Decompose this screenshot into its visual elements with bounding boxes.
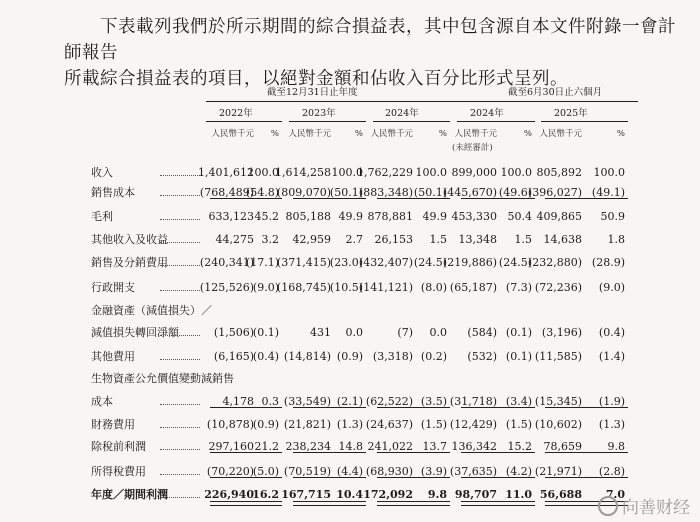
percent-cell: (1.4): [598, 350, 625, 363]
percent-cell: 49.9: [422, 210, 447, 223]
year-rule: [457, 121, 535, 122]
intro-paragraph: [64, 14, 676, 92]
row-label: 金融資產（減值損失）／: [91, 304, 212, 317]
percent-cell: (1.9): [598, 395, 625, 408]
subtotal-rule: [377, 452, 450, 453]
percent-cell: 21.2: [254, 440, 279, 453]
row-label: 除稅前利潤: [91, 440, 146, 453]
total-double-rule: [293, 501, 366, 506]
amount-cell: 297,160: [208, 440, 254, 453]
amount-cell: (37,635): [449, 465, 497, 478]
amount-cell: (240,341): [199, 256, 254, 269]
amount-cell: (396,027): [527, 186, 582, 199]
percent-cell: (7.3): [505, 281, 532, 294]
percent-cell: (50.1): [413, 186, 447, 199]
header-rule-annual: [206, 101, 459, 102]
amount-cell: (584): [467, 326, 497, 339]
row-label: 收入: [91, 166, 113, 179]
pct-header: %: [354, 129, 363, 139]
percent-cell: 10.4: [336, 488, 363, 501]
percent-cell: (49.6): [498, 186, 532, 199]
year-rule: [289, 121, 366, 122]
subtotal-rule: [210, 477, 282, 478]
amount-cell: 1,614,258: [275, 166, 331, 179]
amount-cell: (21,971): [534, 465, 582, 478]
percent-cell: 9.8: [607, 440, 625, 453]
amount-cell: (31,718): [449, 395, 497, 408]
percent-cell: (0.9): [252, 418, 279, 431]
percent-cell: 50.9: [600, 210, 625, 223]
percent-cell: 100.0: [247, 166, 279, 179]
year-rule: [541, 121, 628, 122]
percent-cell: 49.9: [338, 210, 363, 223]
unaudited-note: (未經審計): [452, 143, 493, 153]
subtotal-rule: [293, 198, 366, 199]
subtotal-rule: [461, 407, 535, 408]
subtotal-rule: [210, 407, 282, 408]
percent-cell: 100.0: [500, 166, 532, 179]
amount-cell: (70,220): [206, 465, 254, 478]
percent-cell: (0.4): [252, 350, 279, 363]
amount-cell: (232,880): [527, 256, 582, 269]
amount-cell: (219,886): [442, 256, 497, 269]
watermark-text: 向善财经: [622, 498, 690, 518]
subtotal-rule: [210, 452, 282, 453]
amount-cell: (15,345): [534, 395, 582, 408]
row-label: 銷售成本: [91, 186, 135, 199]
amount-cell: (24,637): [365, 418, 413, 431]
year-rule: [206, 121, 282, 122]
total-double-rule: [210, 501, 282, 506]
subtotal-rule: [545, 407, 628, 408]
percent-cell: (0.4): [598, 326, 625, 339]
year-header: 2024年: [470, 108, 504, 119]
year-rule: [373, 121, 450, 122]
year-header: 2023年: [302, 108, 336, 119]
percent-cell: (28.9): [591, 256, 625, 269]
year-header: 2022年: [219, 108, 253, 119]
unit-header: 人民幣千元: [539, 129, 582, 139]
amount-cell: (10,878): [206, 418, 254, 431]
amount-cell: (21,821): [283, 418, 331, 431]
amount-cell: (6,165): [213, 350, 254, 363]
amount-cell: 56,688: [539, 488, 582, 501]
percent-cell: 2.7: [345, 233, 363, 246]
amount-cell: (1,506): [213, 326, 254, 339]
amount-cell: 98,707: [454, 488, 497, 501]
percent-cell: (0.1): [252, 326, 279, 339]
amount-cell: (12,429): [449, 418, 497, 431]
watermark-logo-icon: [598, 496, 618, 516]
percent-cell: (54.8): [245, 186, 279, 199]
percent-cell: 1.5: [429, 233, 447, 246]
percent-cell: 1.8: [607, 233, 625, 246]
subtotal-rule: [210, 198, 282, 199]
pct-header: %: [438, 129, 447, 139]
subtotal-rule: [293, 407, 366, 408]
amount-cell: (68,930): [365, 465, 413, 478]
percent-cell: (1.3): [598, 418, 625, 431]
amount-cell: 453,330: [451, 210, 497, 223]
percent-cell: 1.5: [514, 233, 532, 246]
percent-cell: (9.0): [252, 281, 279, 294]
percent-cell: 50.4: [507, 210, 532, 223]
percent-cell: (0.1): [505, 326, 532, 339]
amount-cell: 78,659: [543, 440, 582, 453]
percent-cell: 100.0: [593, 166, 625, 179]
percent-cell: (17.1): [245, 256, 279, 269]
amount-cell: 172,092: [363, 488, 413, 501]
percent-cell: (1.5): [505, 418, 532, 431]
percent-cell: (4.2): [505, 465, 532, 478]
amount-cell: 805,892: [536, 166, 582, 179]
header-annual-group: 截至12月31日止年度: [267, 87, 358, 98]
amount-cell: 1,401,612: [198, 166, 254, 179]
amount-cell: (445,670): [442, 186, 497, 199]
intro-line-2: 所載綜合損益表的項目，以絕對金額和佔收入百分比形式呈列。: [64, 69, 568, 89]
amount-cell: (371,415): [276, 256, 331, 269]
percent-cell: 14.8: [338, 440, 363, 453]
amount-cell: (72,236): [534, 281, 582, 294]
subtotal-rule: [545, 198, 628, 199]
amount-cell: (809,070): [276, 186, 331, 199]
percent-cell: 13.7: [422, 440, 447, 453]
amount-cell: 226,940: [204, 488, 254, 501]
percent-cell: (9.0): [598, 281, 625, 294]
amount-cell: (768,489): [199, 186, 254, 199]
percent-cell: 0.0: [345, 326, 363, 339]
subtotal-rule: [377, 477, 450, 478]
percent-cell: (1.5): [420, 418, 447, 431]
amount-cell: 805,188: [285, 210, 331, 223]
percent-cell: (3.4): [505, 395, 532, 408]
row-label: 毛利: [91, 210, 113, 223]
row-label: 財務費用: [91, 418, 135, 431]
percent-cell: (0.2): [420, 350, 447, 363]
percent-cell: (3.5): [420, 395, 447, 408]
percent-cell: 100.0: [415, 166, 447, 179]
row-label: 所得稅費用: [91, 465, 146, 478]
row-label: 成本: [91, 395, 113, 408]
amount-cell: 633,123: [208, 210, 254, 223]
percent-cell: 15.2: [507, 440, 532, 453]
amount-cell: (65,187): [449, 281, 497, 294]
amount-cell: (70,519): [283, 465, 331, 478]
unit-header: 人民幣千元: [454, 129, 497, 139]
percent-cell: (49.1): [591, 186, 625, 199]
amount-cell: (532): [467, 350, 497, 363]
amount-cell: (62,522): [365, 395, 413, 408]
row-label: 減值損失轉回淨額: [91, 326, 179, 339]
percent-cell: (1.3): [336, 418, 363, 431]
amount-cell: (10,602): [534, 418, 582, 431]
percent-cell: (2.8): [598, 465, 625, 478]
subtotal-rule: [293, 452, 366, 453]
unit-header: 人民幣千元: [288, 129, 331, 139]
pct-header: %: [523, 129, 532, 139]
amount-cell: 136,342: [451, 440, 497, 453]
total-double-rule: [377, 501, 450, 506]
subtotal-rule: [293, 477, 366, 478]
percent-cell: 0.0: [429, 326, 447, 339]
subtotal-rule: [461, 477, 535, 478]
percent-cell: (3.9): [420, 465, 447, 478]
amount-cell: (3,318): [372, 350, 413, 363]
year-header: 2024年: [385, 108, 419, 119]
unit-header: 人民幣千元: [211, 129, 254, 139]
subtotal-rule: [377, 407, 450, 408]
amount-cell: 899,000: [451, 166, 497, 179]
pct-header: %: [270, 129, 279, 139]
percent-cell: (24.5): [413, 256, 447, 269]
percent-cell: (2.1): [336, 395, 363, 408]
amount-cell: 14,638: [543, 233, 582, 246]
percent-cell: (5.0): [252, 465, 279, 478]
amount-cell: (33,549): [283, 395, 331, 408]
year-header: 2025年: [554, 108, 588, 119]
unit-header: 人民幣千元: [370, 129, 413, 139]
percent-cell: (0.9): [336, 350, 363, 363]
percent-cell: 45.2: [254, 210, 279, 223]
amount-cell: 44,275: [215, 233, 254, 246]
amount-cell: 1,762,229: [357, 166, 413, 179]
percent-cell: (23.0): [329, 256, 363, 269]
amount-cell: 878,881: [367, 210, 413, 223]
subtotal-rule: [545, 477, 628, 478]
amount-cell: 241,022: [367, 440, 413, 453]
percent-cell: 0.3: [261, 395, 279, 408]
intro-line-1: 下表載列我們於所示期間的綜合損益表，其中包含源自本文件附錄一會計師報告: [64, 17, 676, 63]
percent-cell: 7.0: [605, 488, 625, 501]
pct-header: %: [616, 129, 625, 139]
amount-cell: 431: [310, 326, 331, 339]
amount-cell: (168,745): [276, 281, 331, 294]
percent-cell: (8.0): [420, 281, 447, 294]
subtotal-rule: [461, 452, 535, 453]
amount-cell: 26,153: [374, 233, 413, 246]
amount-cell: (432,407): [358, 256, 413, 269]
amount-cell: 238,234: [285, 440, 331, 453]
header-rule-interim: [459, 101, 638, 102]
percent-cell: (4.4): [336, 465, 363, 478]
amount-cell: 409,865: [536, 210, 582, 223]
percent-cell: 9.8: [427, 488, 447, 501]
amount-cell: (125,526): [199, 281, 254, 294]
row-label: 年度／期間利潤: [91, 488, 168, 501]
percent-cell: (50.1): [329, 186, 363, 199]
subtotal-rule: [377, 198, 450, 199]
amount-cell: 13,348: [458, 233, 497, 246]
amount-cell: 4,178: [222, 395, 254, 408]
percent-cell: (24.5): [498, 256, 532, 269]
header-interim-group: 截至6月30日止六個月: [508, 87, 603, 98]
amount-cell: 42,959: [292, 233, 331, 246]
subtotal-rule: [461, 198, 535, 199]
row-label: 生物資產公允價值變動減銷售: [91, 372, 234, 385]
amount-cell: 167,715: [281, 488, 331, 501]
subtotal-rule: [545, 452, 628, 453]
percent-cell: (0.1): [505, 350, 532, 363]
header-gap: [456, 100, 462, 101]
percent-cell: 3.2: [261, 233, 279, 246]
amount-cell: (3,196): [541, 326, 582, 339]
row-label: 行政開支: [91, 281, 135, 294]
row-label: 其他費用: [91, 350, 135, 363]
row-label: 銷售及分銷費用: [91, 256, 168, 269]
amount-cell: (11,585): [534, 350, 582, 363]
amount-cell: (14,814): [283, 350, 331, 363]
percent-cell: 11.0: [505, 488, 532, 501]
amount-cell: (141,121): [358, 281, 413, 294]
percent-cell: 16.2: [252, 488, 279, 501]
row-label: 其他收入及收益: [91, 233, 168, 246]
percent-cell: (10.5): [329, 281, 363, 294]
watermark: [598, 493, 690, 518]
amount-cell: (883,348): [358, 186, 413, 199]
total-double-rule: [461, 501, 535, 506]
amount-cell: (7): [397, 326, 413, 339]
percent-cell: 100.0: [331, 166, 363, 179]
